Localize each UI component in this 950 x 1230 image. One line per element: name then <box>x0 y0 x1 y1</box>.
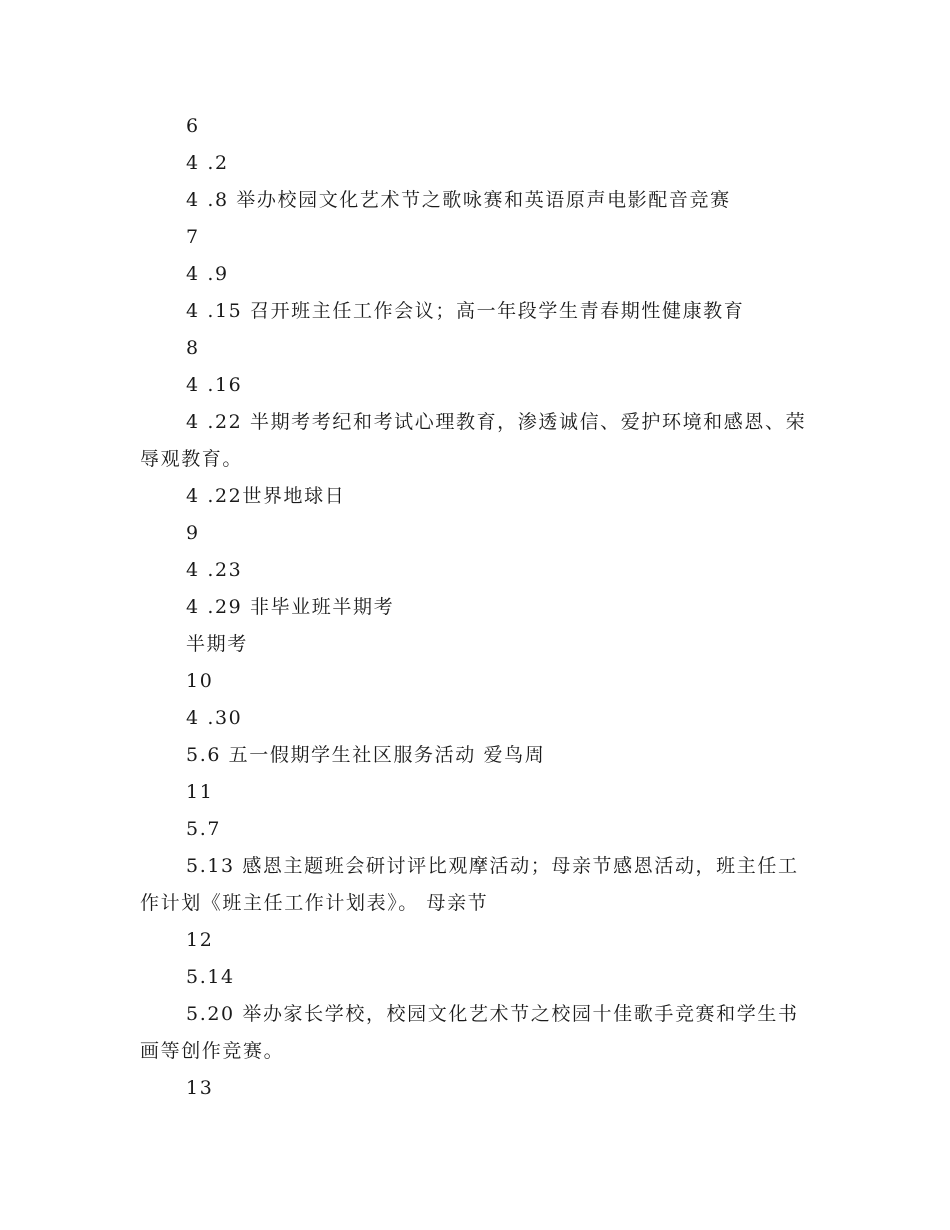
text-line: 5.14 <box>186 966 235 988</box>
text-line: 6 <box>186 115 200 137</box>
text-line: 11 <box>186 781 214 803</box>
text-line: 8 <box>186 337 200 359</box>
text-line: 4 .23 <box>186 559 243 581</box>
text-line: 4 .30 <box>186 707 243 729</box>
text-line: 10 <box>186 670 214 692</box>
text-line: 5.7 <box>186 818 222 840</box>
text-line: 7 <box>186 226 200 248</box>
text-paragraph: 4 .22 半期考考纪和考试心理教育，渗透诚信、爱护环境和感恩、荣辱观教育。 <box>140 411 807 470</box>
text-paragraph: 5.13 感恩主题班会研讨评比观摩活动；母亲节感恩活动，班主任工作计划《班主任工作计划表》。 母亲节 <box>140 855 799 914</box>
text-line: 4 .22世界地球日 <box>186 485 346 507</box>
text-line: 13 <box>186 1077 214 1099</box>
text-paragraph: 5.20 举办家长学校，校园文化艺术节之校园十佳歌手竞赛和学生书画等创作竞赛。 <box>140 1003 799 1062</box>
text-line: 9 <box>186 522 200 544</box>
text-line: 4 .2 <box>186 152 229 174</box>
text-line: 4 .16 <box>186 374 243 396</box>
text-line: 半期考 <box>186 633 248 655</box>
text-line: 4 .29 非毕业班半期考 <box>186 596 395 618</box>
text-line: 4 .9 <box>186 263 229 285</box>
document-body <box>140 108 812 1107</box>
text-line: 12 <box>186 929 214 951</box>
text-line: 4 .15 召开班主任工作会议；高一年段学生青春期性健康教育 <box>186 300 745 322</box>
text-line: 4 .8 举办校园文化艺术节之歌咏赛和英语原声电影配音竞赛 <box>186 189 731 211</box>
text-line: 5.6 五一假期学生社区服务活动 爱鸟周 <box>186 744 546 766</box>
